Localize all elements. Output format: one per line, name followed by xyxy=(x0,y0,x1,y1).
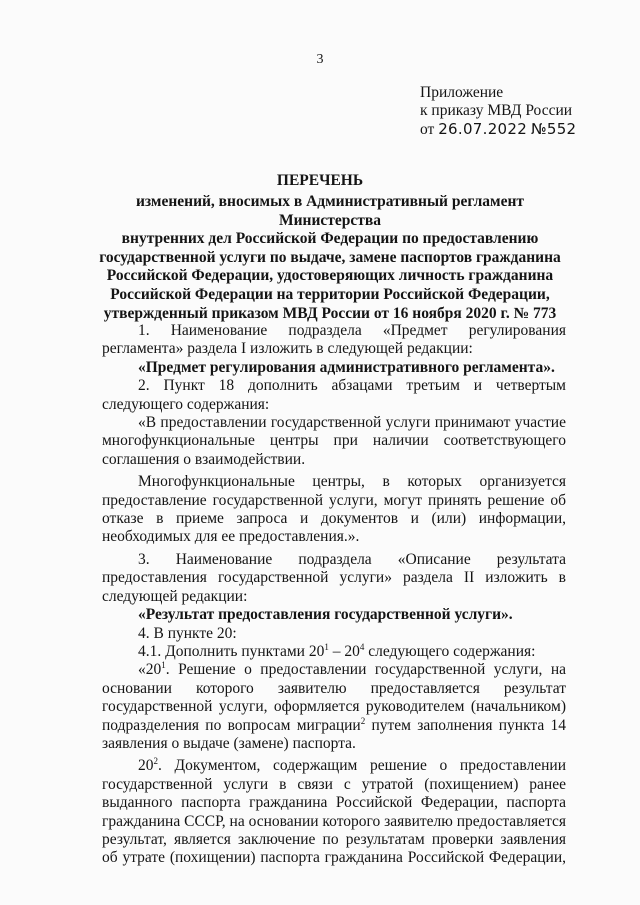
p202-sup: 2 xyxy=(153,756,158,767)
p202-text-b: . Документом, содержащим решение о предоставлении государственной услуги в связи с утратой (похищением) ранее выданного паспорта гражданина Российской Федерации, паспорта гражданина СССР, на основании которого заявителю предоставляется результат, является заключение по результатам проверки заявления об утрате (похищении) паспорта гражданина Российской Федерации, xyxy=(102,757,567,867)
document-body xyxy=(102,322,566,868)
appendix-number: №552 xyxy=(530,120,577,138)
paragraph-20-1 xyxy=(102,661,566,753)
appendix-order-ref: к приказу МВД России xyxy=(420,102,573,119)
paragraph-3-quote: «Результат предоставления государственной услуги». xyxy=(138,606,513,624)
paragraph-2-quote-2: Многофункциональные центры, в которых организуется предоставление государственной услуги, могут принять решение об отказе в приеме запроса и документов и (или) информации, необходимых для ее предоставления.». xyxy=(102,473,566,546)
p41-text-b: – 20 xyxy=(328,642,360,660)
paragraph-1-quote: «Предмет регулирования административного регламента». xyxy=(138,358,555,376)
appendix-label: Приложение xyxy=(420,84,504,101)
p41-text-c: следующего содержания: xyxy=(364,642,536,660)
document-subtitle xyxy=(92,193,568,323)
appendix-date-prefix: от xyxy=(420,121,435,138)
paragraph-4-1 xyxy=(102,643,566,661)
p41-sup-2: 4 xyxy=(359,641,365,652)
p201-text-c: путем заполнения пункта 14 заявления о выдаче (замене) паспорта. xyxy=(102,716,566,752)
page-number: 3 xyxy=(316,52,324,67)
paragraph-4: 4. В пункте 20: xyxy=(138,624,237,642)
p201-text-b: . Решение о предоставлении государственной услуги, на основании которого заявителю предоставляется результат государственной услуги, оформляется руководителем (начальником) подразделения по вопросам миграции xyxy=(102,661,566,734)
p201-footnote-sup: 2 xyxy=(360,715,366,726)
appendix-date-line xyxy=(420,120,576,139)
paragraph-3: 3. Наименование подраздела «Описание результата предоставления государственной услуги» раздела II изложить в следующей редакции: xyxy=(102,550,566,605)
subtitle-line: внутренних дел Российской Федерации по предоставлению xyxy=(121,230,539,248)
appendix-date: 26.07.2022 xyxy=(438,120,528,138)
p41-sup-1: 1 xyxy=(324,641,329,652)
subtitle-line: Российской Федерации, удостоверяющих личность гражданина xyxy=(106,267,554,285)
appendix-header xyxy=(420,84,576,139)
paragraph-20-2 xyxy=(102,757,566,867)
subtitle-line: Российской Федерации на территории Российской Федерации, xyxy=(110,285,550,303)
paragraph-1: 1. Наименование подраздела «Предмет регулирования регламента» раздела I изложить в следующей редакции: xyxy=(102,322,566,358)
subtitle-line: утвержденный приказом МВД России от 16 ноября 2020 г. № 773 xyxy=(103,304,557,322)
p201-sup: 1 xyxy=(161,660,166,671)
subtitle-line: государственной услуги по выдаче, замене паспортов гражданина xyxy=(99,248,561,266)
paragraph-2: 2. Пункт 18 дополнить абзацами третьим и четвертым следующего содержания: xyxy=(102,377,566,413)
p201-text-a: «20 xyxy=(138,661,162,679)
p202-text-a: 20 xyxy=(138,757,154,775)
subtitle-line: изменений, вносимых в Административный регламент Министерства xyxy=(135,193,525,229)
document-title: ПЕРЕЧЕНЬ xyxy=(276,172,364,189)
paragraph-2-quote-1: «В предоставлении государственной услуги принимают участие многофункциональные центры при наличии соответствующего соглашения о взаимодействии. xyxy=(102,414,566,468)
p41-text-a: 4.1. Дополнить пунктами 20 xyxy=(138,642,325,660)
